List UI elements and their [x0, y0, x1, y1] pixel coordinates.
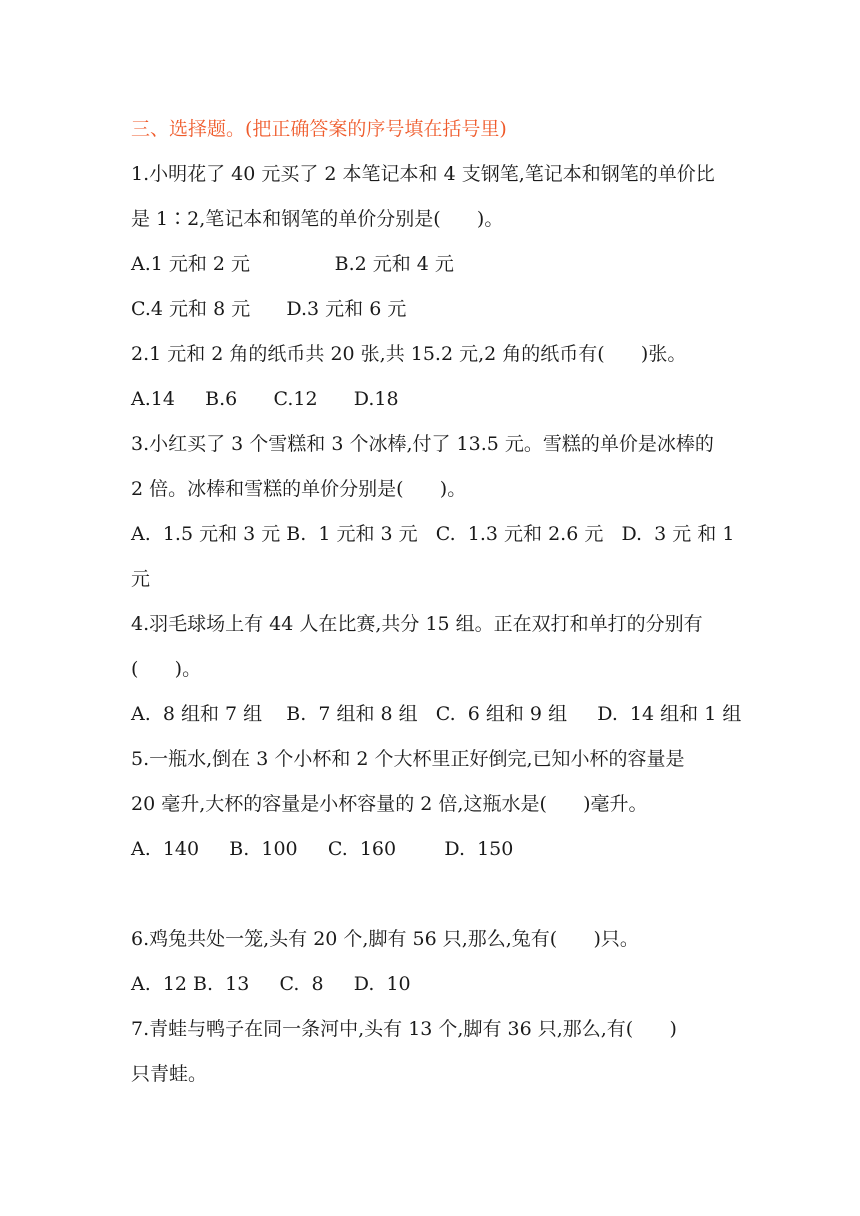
- section-heading: 三、选择题。(把正确答案的序号填在括号里): [131, 118, 507, 140]
- question-2-stem-line-1: 2.1 元和 2 角的纸币共 20 张,共 15.2 元,2 角的纸币有( )张。: [131, 343, 687, 365]
- question-5-options-line-1: A. 140 B. 100 C. 160 D. 150: [131, 838, 514, 860]
- question-7-stem-line-1: 7.青蛙与鸭子在同一条河中,头有 13 个,脚有 36 只,那么,有( ): [131, 1018, 677, 1040]
- question-3-options-line-2: 元: [131, 568, 151, 590]
- question-2-options-line-1: A.14 B.6 C.12 D.18: [131, 388, 399, 410]
- question-4-stem-line-1: 4.羽毛球场上有 44 人在比赛,共分 15 组。正在双打和单打的分别有: [131, 613, 703, 635]
- question-4-options-line-1: A. 8 组和 7 组 B. 7 组和 8 组 C. 6 组和 9 组 D. 14 组和 1 组: [131, 703, 742, 725]
- question-1-stem-line-2: 是 1∶2,笔记本和钢笔的单价分别是( )。: [131, 208, 504, 230]
- question-6-stem-line-1: 6.鸡兔共处一笼,头有 20 个,脚有 56 只,那么,兔有( )只。: [131, 928, 639, 950]
- question-6-options-line-1: A. 12 B. 13 C. 8 D. 10: [131, 973, 411, 995]
- question-5-stem-line-1: 5.一瓶水,倒在 3 个小杯和 2 个大杯里正好倒完,已知小杯的容量是: [131, 748, 685, 770]
- question-1-options-line-2: C.4 元和 8 元 D.3 元和 6 元: [131, 298, 407, 320]
- question-4-stem-line-2: ( )。: [131, 658, 202, 680]
- question-1-stem-line-1: 1.小明花了 40 元买了 2 本笔记本和 4 支钢笔,笔记本和钢笔的单价比: [131, 163, 715, 185]
- question-3-stem-line-2: 2 倍。冰棒和雪糕的单价分别是( )。: [131, 478, 467, 500]
- question-5-stem-line-2: 20 毫升,大杯的容量是小杯容量的 2 倍,这瓶水是( )毫升。: [131, 793, 648, 815]
- question-3-stem-line-1: 3.小红买了 3 个雪糕和 3 个冰棒,付了 13.5 元。雪糕的单价是冰棒的: [131, 433, 714, 455]
- question-1-options-line-1: A.1 元和 2 元 B.2 元和 4 元: [131, 253, 454, 275]
- question-3-options-line-1: A. 1.5 元和 3 元 B. 1 元和 3 元 C. 1.3 元和 2.6 元 D. 3 元 和 1: [131, 523, 735, 545]
- question-7-stem-line-2: 只青蛙。: [131, 1063, 208, 1085]
